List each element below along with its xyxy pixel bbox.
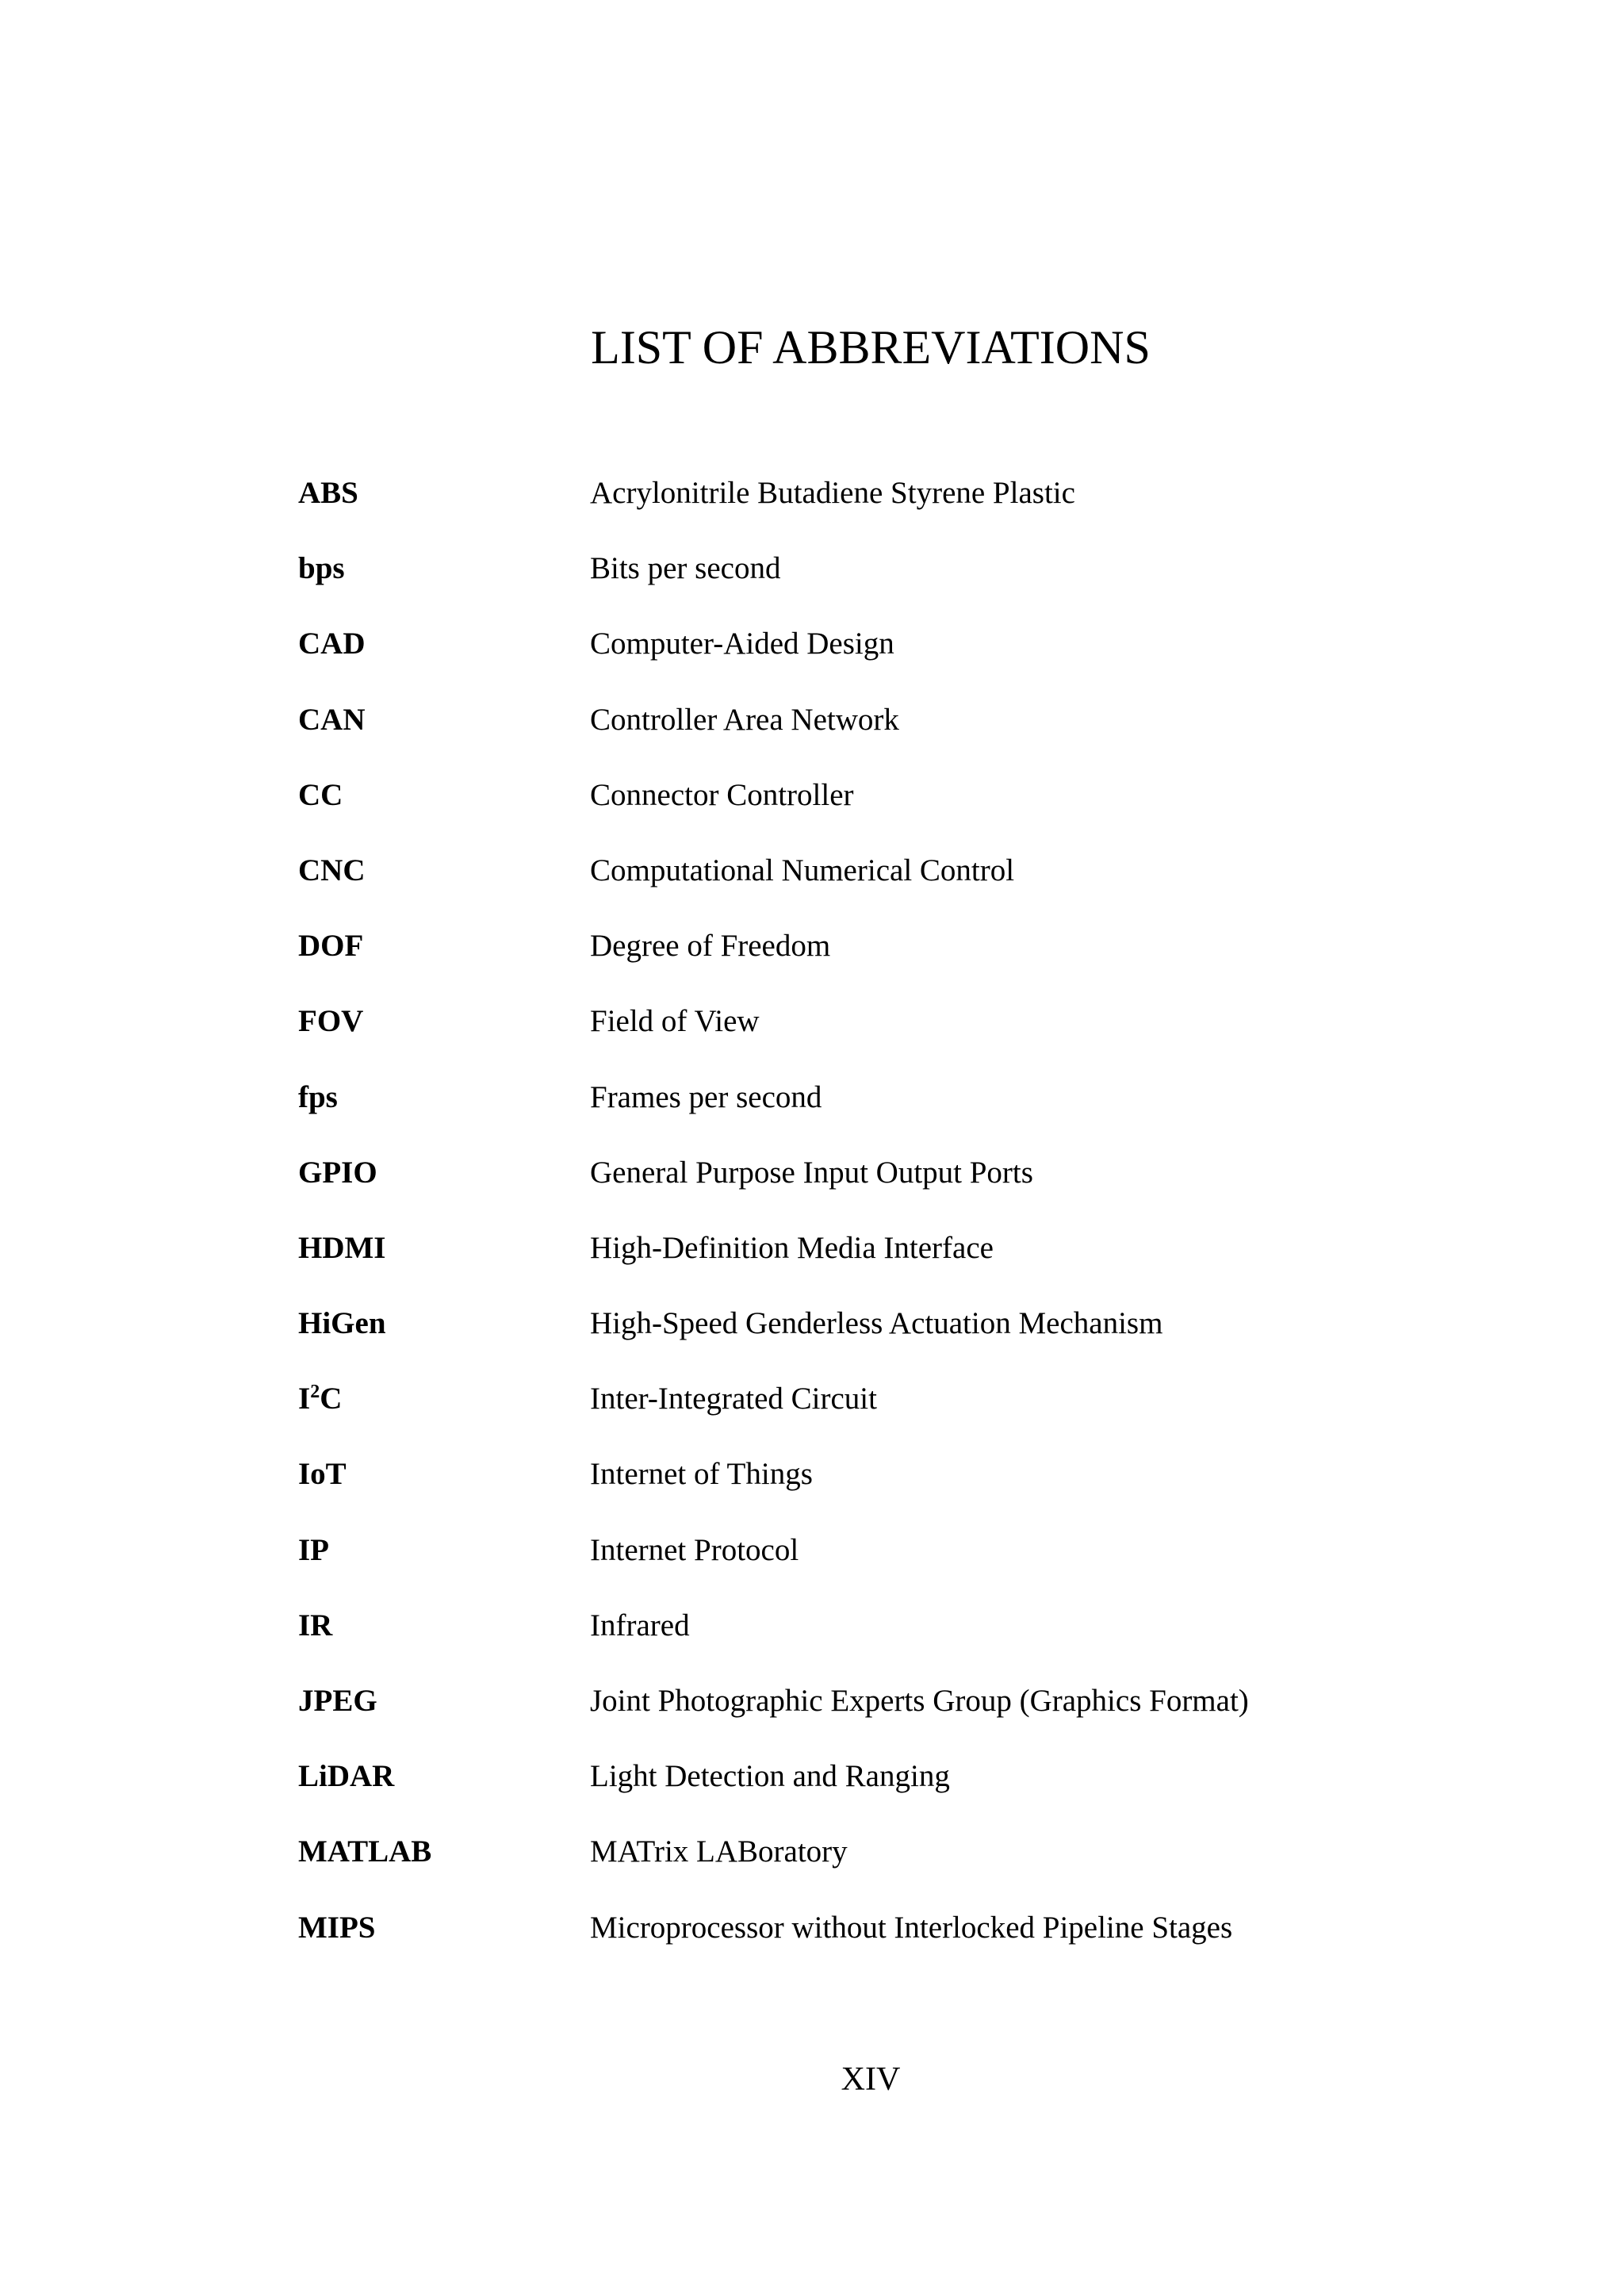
abbreviation-row [298,1375,1488,1451]
abbreviation-term: DOF [298,929,364,964]
abbreviation-definition: High-Definition Media Interface [590,1230,994,1265]
abbreviation-term [298,1375,590,1423]
abbreviation-term: CAN [298,702,366,737]
abbreviation-row [298,847,1488,922]
abbreviation-term: IR [298,1608,333,1642]
abbreviation-definition: Computer-Aided Design [590,627,894,661]
abbreviation-row [298,696,1488,772]
abbreviation-definition: Degree of Freedom [590,929,831,964]
abbreviation-row [298,620,1488,696]
abbreviation-row [298,1225,1488,1300]
abbreviation-row [298,470,1488,545]
abbreviation-definition: Bits per second [590,551,781,586]
abbreviation-row [298,1828,1488,1903]
abbreviation-definition: Frames per second [590,1079,822,1114]
abbreviation-term: HiGen [298,1306,386,1341]
abbreviation-row [298,998,1488,1073]
abbreviation-row [298,1149,1488,1225]
abbreviation-row [298,1677,1488,1753]
abbreviation-term: bps [298,551,345,586]
abbreviation-term: CC [298,777,343,812]
abbreviation-term: CNC [298,853,366,887]
abbreviation-term: JPEG [298,1684,377,1718]
abbreviation-definition: Internet Protocol [590,1532,799,1567]
abbreviation-definition: Joint Photographic Experts Group (Graphics Format) [590,1684,1249,1718]
abbreviation-term: IoT [298,1457,347,1492]
abbreviation-definition: Infrared [590,1608,690,1642]
abbreviation-term: IP [298,1532,329,1567]
abbreviation-definition: MATrix LABoratory [590,1834,848,1869]
abbreviation-term: CAD [298,627,366,661]
abbreviation-term: FOV [298,1004,364,1039]
abbreviation-row [298,922,1488,998]
abbreviation-row [298,772,1488,847]
abbreviation-row [298,1602,1488,1677]
abbreviation-term: MIPS [298,1910,376,1945]
abbreviation-term: GPIO [298,1155,377,1190]
page-title: LIST OF ABBREVIATIONS [591,321,1151,374]
abbreviation-term-base: I [298,1382,311,1416]
abbreviation-definition: Acrylonitrile Butadiene Styrene Plastic [590,476,1075,510]
abbreviation-definition: Microprocessor without Interlocked Pipeline Stages [590,1910,1233,1945]
abbreviation-row [298,1451,1488,1526]
abbreviation-definition: General Purpose Input Output Ports [590,1155,1033,1190]
abbreviation-definition: Light Detection and Ranging [590,1759,950,1794]
abbreviation-definition: Internet of Things [590,1457,813,1492]
abbreviation-definition: High-Speed Genderless Actuation Mechanism [590,1306,1163,1341]
abbreviation-definition: Connector Controller [590,777,854,812]
abbreviation-term: MATLAB [298,1834,432,1869]
page-number: XIV [841,2061,901,2098]
abbreviation-term-suffix: C [320,1382,343,1416]
abbreviation-term-superscript: 2 [310,1382,320,1403]
abbreviation-term: fps [298,1079,338,1114]
abbreviation-row [298,1527,1488,1602]
abbreviation-row [298,1753,1488,1828]
abbreviation-definition: Inter-Integrated Circuit [590,1382,877,1416]
abbreviation-term: HDMI [298,1230,386,1265]
abbreviation-term: LiDAR [298,1759,395,1794]
abbreviation-row [298,1904,1488,1980]
abbreviation-row [298,545,1488,620]
abbreviation-term: ABS [298,476,358,510]
abbreviation-definition: Computational Numerical Control [590,853,1015,887]
abbreviation-row [298,1074,1488,1149]
abbreviation-definition: Field of View [590,1004,760,1039]
abbreviation-row [298,1300,1488,1375]
abbreviation-definition: Controller Area Network [590,702,899,737]
abbreviation-list [298,470,1488,1980]
